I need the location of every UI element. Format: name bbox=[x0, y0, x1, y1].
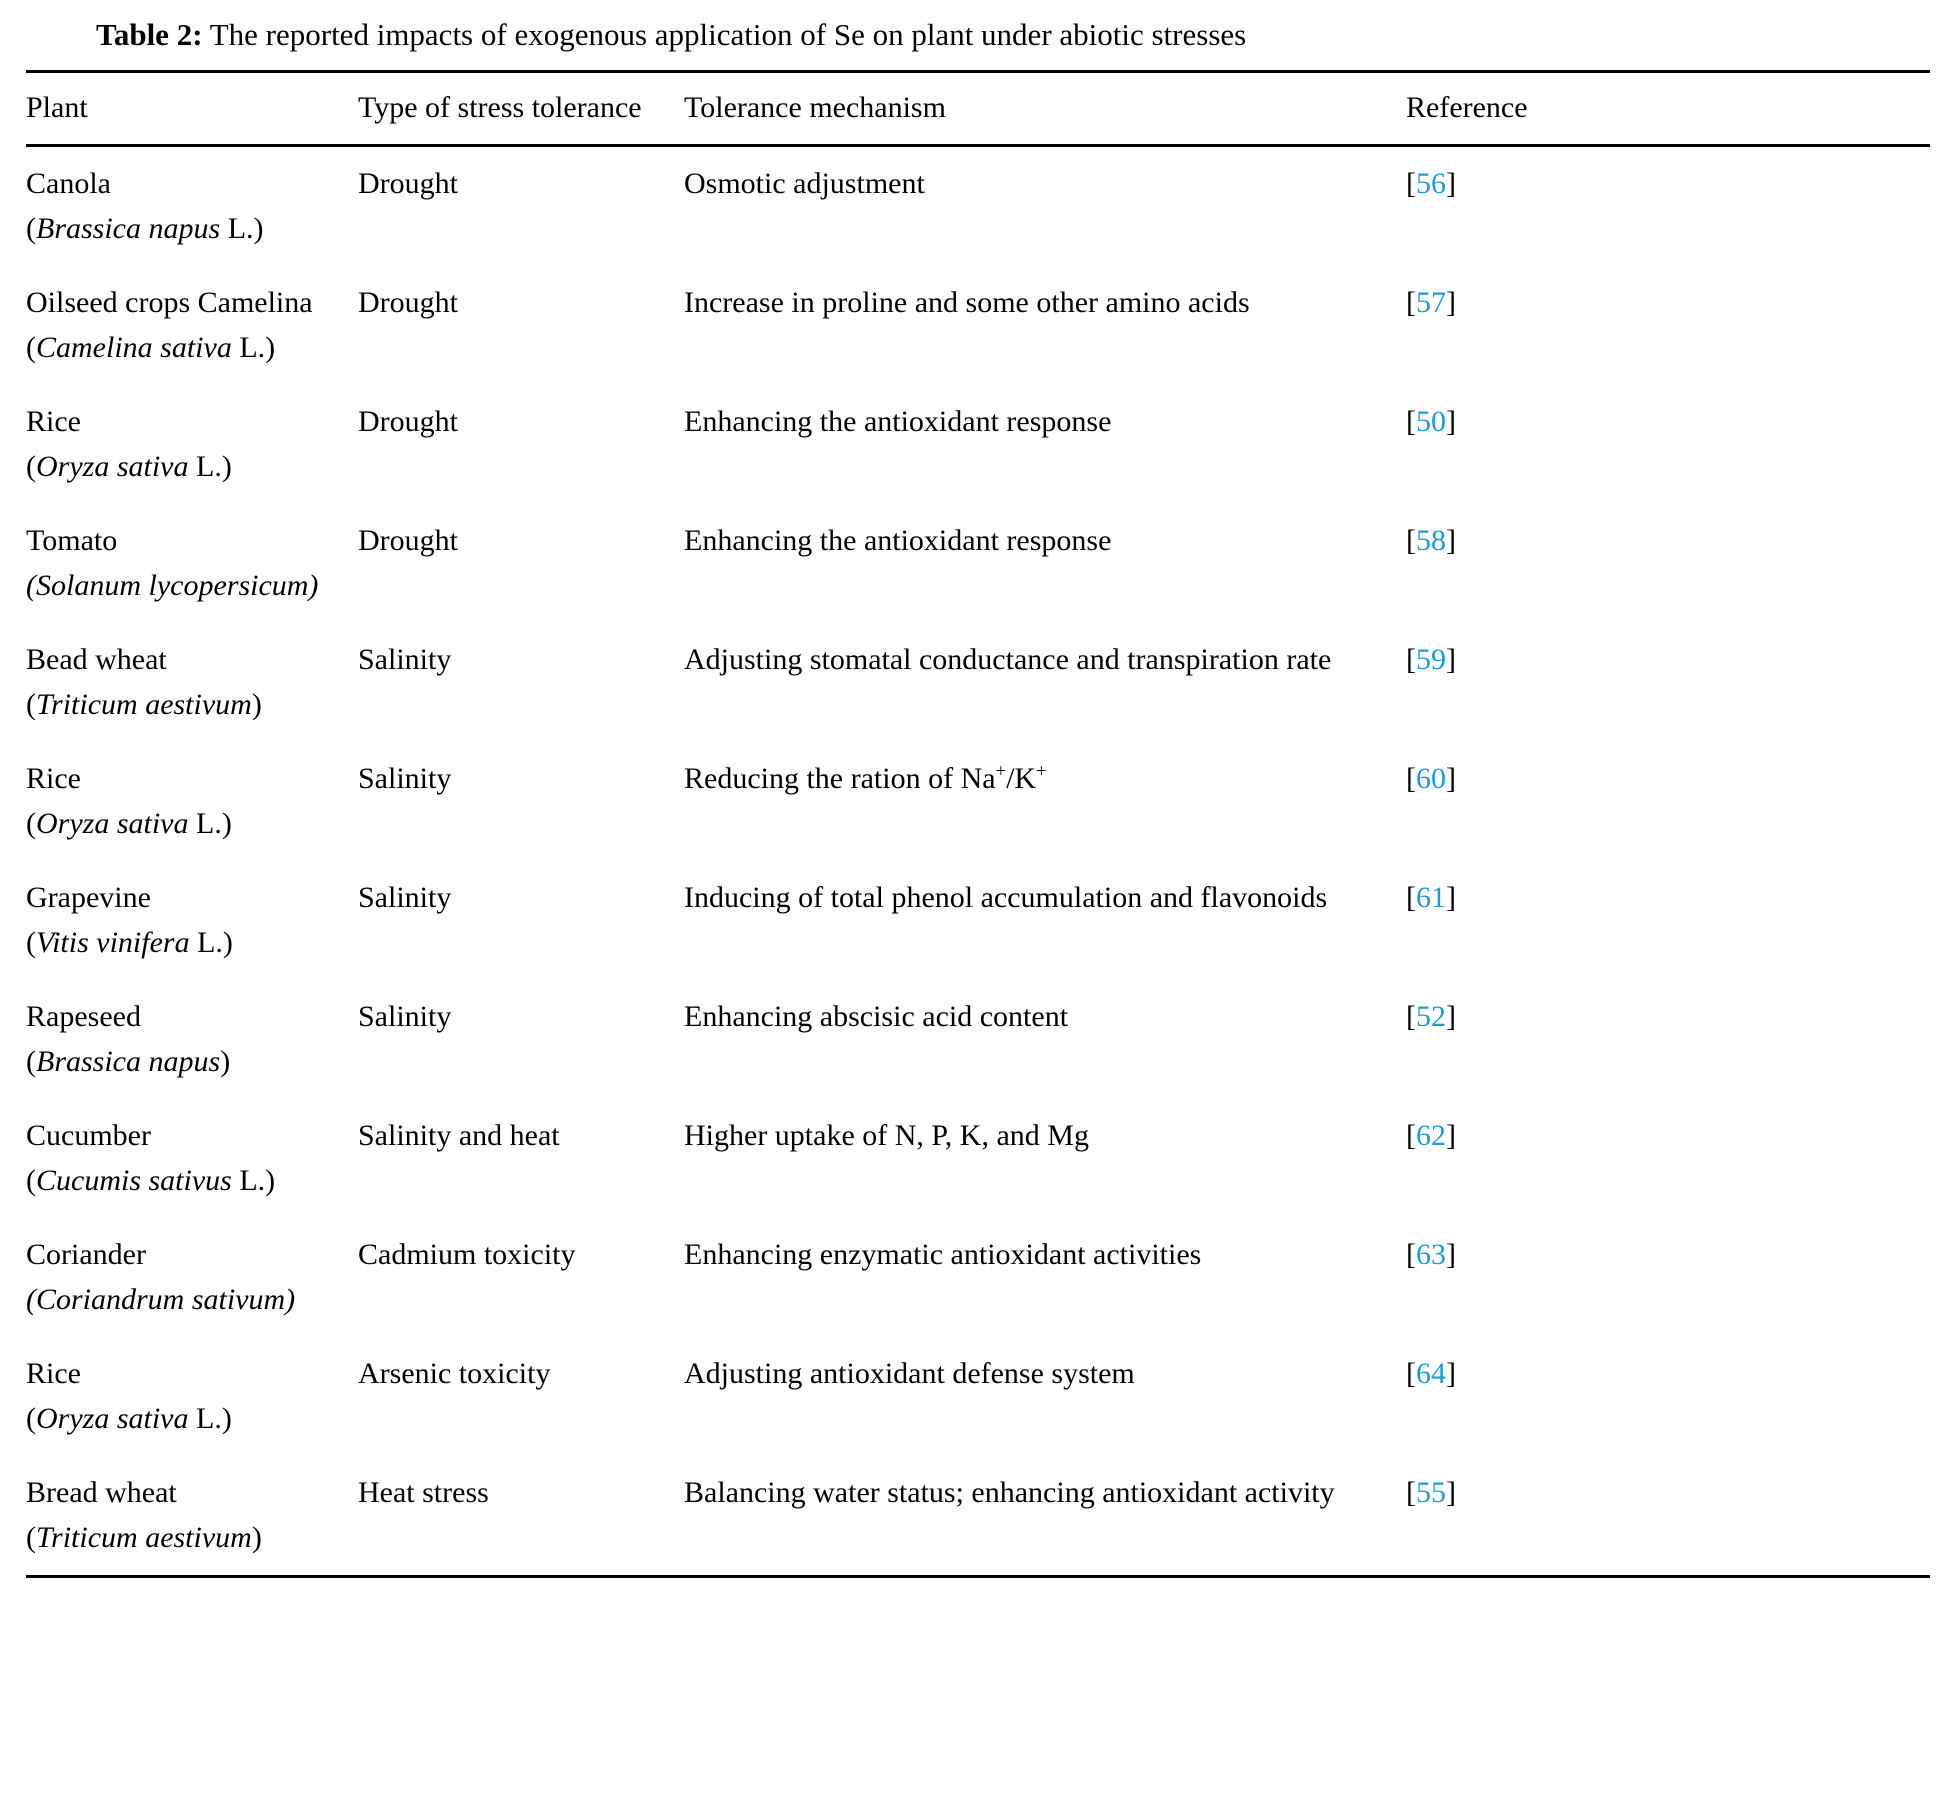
mechanism-cell: Inducing of total phenol accumulation and flavonoids bbox=[684, 880, 1328, 914]
plant-cell bbox=[26, 266, 358, 385]
plant-latin-name: (Vitis vinifera L.) bbox=[26, 925, 233, 959]
plant-common-name: Bead wheat bbox=[26, 642, 167, 676]
table-caption bbox=[26, 8, 1930, 73]
plant-common-name: Bread wheat bbox=[26, 1475, 177, 1509]
plant-latin-name: (Camelina sativa L.) bbox=[26, 330, 276, 364]
stress-cell: Salinity bbox=[358, 880, 452, 914]
table-row bbox=[26, 145, 1930, 266]
reference-cell: [59] bbox=[1406, 642, 1456, 676]
plant-common-name: Rapeseed bbox=[26, 999, 141, 1033]
reference-link[interactable]: 52 bbox=[1416, 999, 1446, 1033]
mechanism-cell: Enhancing abscisic acid content bbox=[684, 999, 1069, 1033]
reference-cell: [57] bbox=[1406, 285, 1456, 319]
se-impacts-table bbox=[26, 73, 1930, 1578]
reference-link[interactable]: 59 bbox=[1416, 642, 1446, 676]
header-plant: Plant bbox=[26, 73, 358, 146]
mechanism-cell: Enhancing the antioxidant response bbox=[684, 404, 1112, 438]
table-header bbox=[26, 73, 1930, 146]
plant-latin-name: (Cucumis sativus L.) bbox=[26, 1163, 276, 1197]
mechanism-cell: Reducing the ration of Na+/K+ bbox=[684, 760, 1047, 795]
header-tolerance-mechanism: Tolerance mechanism bbox=[684, 73, 1406, 146]
plant-common-name: Oilseed crops Camelina bbox=[26, 285, 313, 319]
stress-cell: Salinity bbox=[358, 761, 452, 795]
plant-latin-name: (Oryza sativa L.) bbox=[26, 449, 232, 483]
plant-latin-name: (Oryza sativa L.) bbox=[26, 1401, 232, 1435]
stress-cell: Drought bbox=[358, 166, 458, 200]
plant-common-name: Rice bbox=[26, 1356, 81, 1390]
plant-latin-name: (Brassica napus) bbox=[26, 1044, 231, 1078]
stress-cell: Drought bbox=[358, 285, 458, 319]
table-row bbox=[26, 980, 1930, 1099]
reference-link[interactable]: 61 bbox=[1416, 880, 1446, 914]
reference-cell: [61] bbox=[1406, 880, 1456, 914]
plant-cell bbox=[26, 1218, 358, 1337]
table-row bbox=[26, 385, 1930, 504]
reference-cell: [63] bbox=[1406, 1237, 1456, 1271]
reference-link[interactable]: 57 bbox=[1416, 285, 1446, 319]
mechanism-cell: Enhancing the antioxidant response bbox=[684, 523, 1112, 557]
table-row bbox=[26, 742, 1930, 861]
reference-link[interactable]: 60 bbox=[1416, 761, 1446, 795]
plant-latin-name: (Solanum lycopersicum) bbox=[26, 568, 319, 602]
stress-cell: Salinity bbox=[358, 999, 452, 1033]
table-row bbox=[26, 1099, 1930, 1218]
plant-common-name: Rice bbox=[26, 761, 81, 795]
plant-common-name: Grapevine bbox=[26, 880, 151, 914]
plant-common-name: Cucumber bbox=[26, 1118, 151, 1152]
plant-latin-name: (Triticum aestivum) bbox=[26, 687, 262, 721]
plant-cell bbox=[26, 145, 358, 266]
reference-cell: [60] bbox=[1406, 761, 1456, 795]
plant-cell bbox=[26, 504, 358, 623]
reference-cell: [62] bbox=[1406, 1118, 1456, 1152]
plant-cell bbox=[26, 385, 358, 504]
plant-cell bbox=[26, 1337, 358, 1456]
plant-cell bbox=[26, 1099, 358, 1218]
header-reference: Reference bbox=[1406, 73, 1930, 146]
plant-cell bbox=[26, 742, 358, 861]
stress-cell: Heat stress bbox=[358, 1475, 489, 1509]
reference-cell: [58] bbox=[1406, 523, 1456, 557]
mechanism-cell: Increase in proline and some other amino acids bbox=[684, 285, 1250, 319]
table-row bbox=[26, 623, 1930, 742]
table-row bbox=[26, 504, 1930, 623]
reference-link[interactable]: 56 bbox=[1416, 166, 1446, 200]
reference-cell: [56] bbox=[1406, 166, 1456, 200]
plant-latin-name: (Coriandrum sativum) bbox=[26, 1282, 296, 1316]
plant-common-name: Tomato bbox=[26, 523, 118, 557]
table-caption-text: The reported impacts of exogenous application of Se on plant under abiotic stresses bbox=[202, 17, 1247, 52]
mechanism-cell: Adjusting stomatal conductance and transpiration rate bbox=[684, 642, 1332, 676]
reference-cell: [50] bbox=[1406, 404, 1456, 438]
plant-cell bbox=[26, 980, 358, 1099]
mechanism-cell: Adjusting antioxidant defense system bbox=[684, 1356, 1135, 1390]
reference-link[interactable]: 58 bbox=[1416, 523, 1446, 557]
stress-cell: Cadmium toxicity bbox=[358, 1237, 576, 1271]
reference-link[interactable]: 63 bbox=[1416, 1237, 1446, 1271]
table-row bbox=[26, 1456, 1930, 1577]
table-row bbox=[26, 266, 1930, 385]
plant-cell bbox=[26, 861, 358, 980]
stress-cell: Arsenic toxicity bbox=[358, 1356, 551, 1390]
reference-cell: [52] bbox=[1406, 999, 1456, 1033]
mechanism-cell: Balancing water status; enhancing antioxidant activity bbox=[684, 1475, 1335, 1509]
plant-latin-name: (Oryza sativa L.) bbox=[26, 806, 232, 840]
stress-cell: Salinity and heat bbox=[358, 1118, 560, 1152]
stress-cell: Drought bbox=[358, 523, 458, 557]
plant-common-name: Coriander bbox=[26, 1237, 146, 1271]
stress-cell: Drought bbox=[358, 404, 458, 438]
header-row bbox=[26, 73, 1930, 146]
table-row bbox=[26, 861, 1930, 980]
reference-cell: [64] bbox=[1406, 1356, 1456, 1390]
plant-common-name: Canola bbox=[26, 166, 111, 200]
table-body bbox=[26, 145, 1930, 1576]
table-row bbox=[26, 1337, 1930, 1456]
plant-cell bbox=[26, 623, 358, 742]
reference-cell: [55] bbox=[1406, 1475, 1456, 1509]
header-stress-type: Type of stress tolerance bbox=[358, 73, 684, 146]
stress-cell: Salinity bbox=[358, 642, 452, 676]
plant-common-name: Rice bbox=[26, 404, 81, 438]
reference-link[interactable]: 62 bbox=[1416, 1118, 1446, 1152]
mechanism-cell: Higher uptake of N, P, K, and Mg bbox=[684, 1118, 1089, 1152]
mechanism-cell: Enhancing enzymatic antioxidant activities bbox=[684, 1237, 1202, 1271]
plant-latin-name: (Brassica napus L.) bbox=[26, 211, 264, 245]
plant-latin-name: (Triticum aestivum) bbox=[26, 1520, 262, 1554]
table-row bbox=[26, 1218, 1930, 1337]
table-caption-label: Table 2: bbox=[96, 17, 203, 52]
reference-link[interactable]: 55 bbox=[1416, 1475, 1446, 1509]
plant-cell bbox=[26, 1456, 358, 1577]
reference-link[interactable]: 50 bbox=[1416, 404, 1446, 438]
mechanism-cell: Osmotic adjustment bbox=[684, 166, 925, 200]
reference-link[interactable]: 64 bbox=[1416, 1356, 1446, 1390]
